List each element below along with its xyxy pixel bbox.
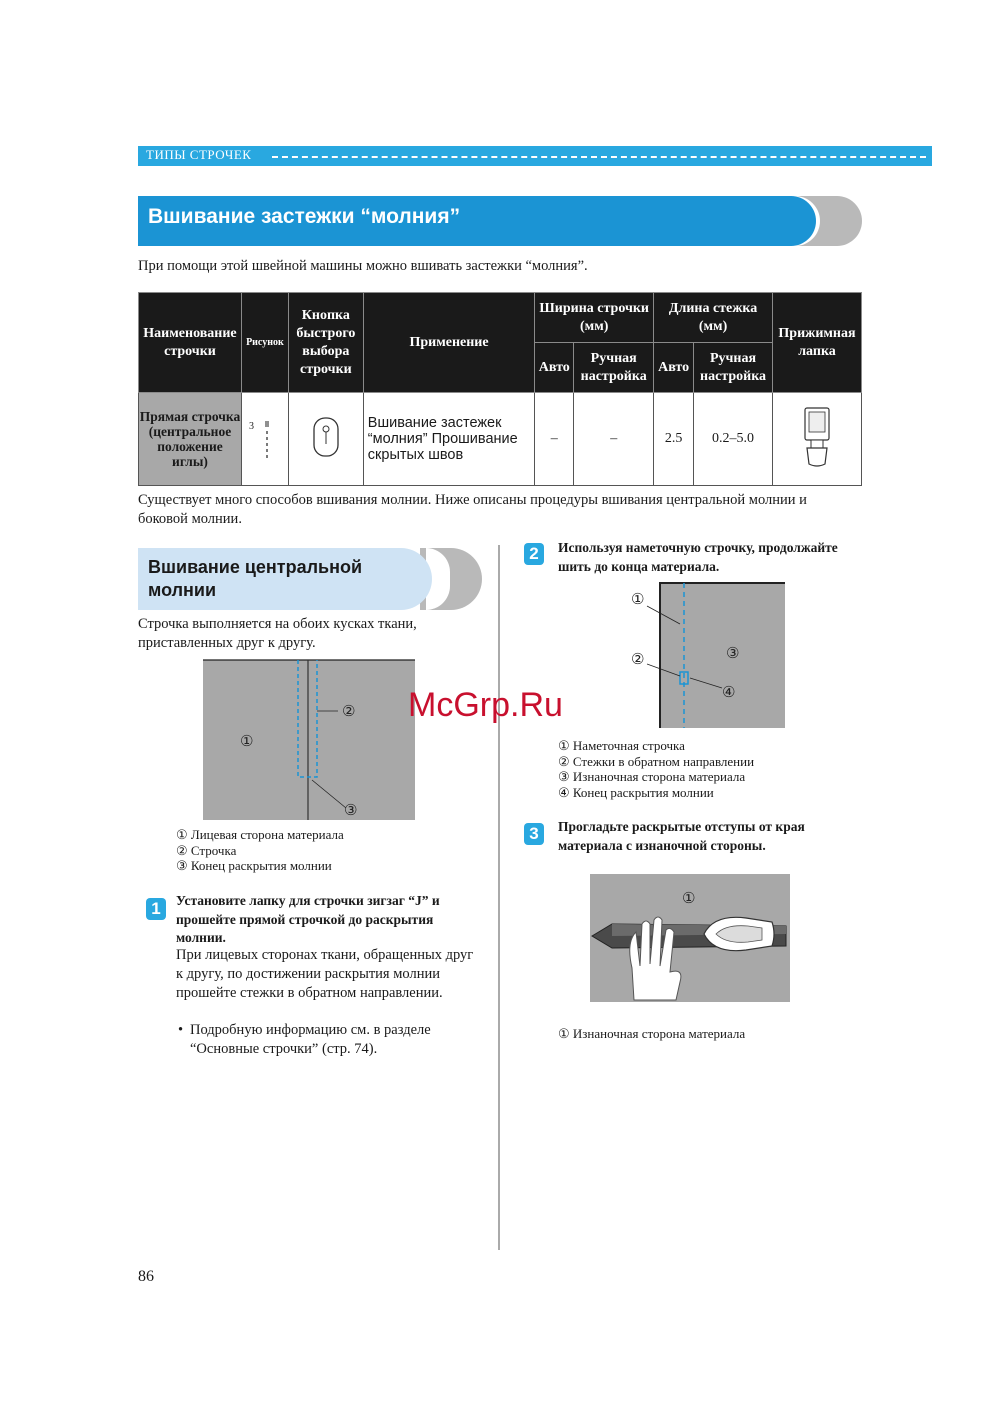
fig2-callout-3: ③	[726, 644, 740, 662]
fig2-callout-2: ②	[631, 650, 645, 668]
zipper-methods-text: Существует много способов вшивания молнии. Ниже описаны процедуры вшивания центральной молнии и боковой молнии.	[138, 492, 807, 527]
header-length-manual: Ручная настройка	[694, 343, 773, 393]
header-quick-button: Кнопка быстрого выбора строчки	[288, 293, 363, 393]
watermark: McGrp.Ru	[408, 686, 563, 724]
legend-item: ③ Конец раскрытия молнии	[176, 858, 332, 873]
page-title: Вшивание застежки “молния”	[148, 205, 461, 228]
header-application: Применение	[363, 293, 534, 393]
center-zipper-figure	[200, 658, 420, 823]
width-auto-cell: –	[535, 393, 574, 486]
header-picture: Рисунок	[241, 293, 288, 393]
stitch-name-cell: Прямая строчка (центральное положение иглы)	[139, 393, 242, 486]
subheading-title: Вшивание центральной молнии	[148, 557, 363, 600]
header-stitch-length: Длина стежка (мм)	[654, 293, 773, 343]
table-row	[139, 393, 862, 486]
fabric-wrong-side	[660, 583, 785, 728]
step-1-bullet	[176, 1021, 476, 1059]
fabric-right-side	[203, 660, 415, 820]
bullet-dot: •	[178, 1022, 184, 1038]
quick-select-button-icon	[311, 416, 341, 458]
step-3-title: Прогладьте раскрытые отступы от края материала с изнаночной стороны.	[558, 819, 805, 853]
pressing-figure	[586, 872, 796, 1004]
legend-item: ④ Конец раскрытия молнии	[558, 784, 714, 800]
header-stitch-width: Ширина строчки (мм)	[535, 293, 654, 343]
quick-button-cell	[288, 393, 363, 486]
page-number: 86	[138, 1268, 154, 1285]
width-manual-cell: –	[574, 393, 654, 486]
header-presser-foot: Прижимная лапка	[773, 293, 862, 393]
header-width-manual: Ручная настройка	[574, 343, 654, 393]
header-length-auto: Авто	[654, 343, 694, 393]
step-3-badge: 3	[524, 823, 544, 845]
step-1-bullet-text: Подробную информацию см. в разделе “Основные строчки” (стр. 74).	[190, 1022, 431, 1057]
stitch-spec-table	[138, 292, 862, 486]
header-stitch-name: Наименование строчки	[139, 293, 242, 393]
legend-item: ① Лицевая сторона материала	[176, 827, 344, 842]
header-width-auto: Авто	[535, 343, 574, 393]
fig3-legend	[558, 1026, 745, 1042]
step-1-badge: 1	[146, 898, 166, 920]
fig3-callout-1: ①	[682, 889, 696, 907]
application-cell: Вшивание застежек “молния” Прошивание скрытых швов	[363, 393, 534, 486]
length-auto-cell: 2.5	[654, 393, 694, 486]
step-2-badge: 2	[524, 543, 544, 565]
fig2-callout-4: ④	[722, 683, 736, 701]
fig2-callout-1: ①	[631, 590, 645, 608]
column-divider	[498, 545, 500, 1250]
length-manual-cell: 0.2–5.0	[694, 393, 773, 486]
step-1-title: Установите лапку для строчки зигзаг “J” и прошейте прямой строчкой до раскрытия молнии.	[176, 893, 440, 945]
fig1-legend	[176, 827, 344, 874]
intro-text: При помощи этой швейной машины можно вшивать застежки “молния”.	[138, 258, 588, 274]
legend-item: ② Стежки в обратном направлении	[558, 753, 755, 769]
basting-stitch-figure	[628, 580, 788, 732]
legend-item: ② Строчка	[176, 842, 237, 858]
legend-item: ① Изнаночная сторона материала	[558, 1026, 746, 1041]
section-header-dashes	[272, 156, 926, 158]
step-2-title: Используя наметочную строчку, продолжайте шить до конца материала.	[558, 540, 838, 574]
fig1-callout-1: ①	[240, 732, 254, 750]
legend-item: ① Наметочная строчка	[558, 738, 685, 753]
fig1-callout-3: ③	[344, 801, 358, 819]
step-1-body: При лицевых сторонах ткани, обращенных друг к другу, по достижении раскрытия молнии прошейте стежки в обратном направлении.	[176, 947, 474, 1001]
section-header-label: ТИПЫ СТРОЧЕК	[146, 147, 252, 162]
zigzag-foot-j-icon	[797, 404, 837, 470]
fig1-callout-2: ②	[342, 702, 356, 720]
pattern-number: 3	[248, 420, 254, 432]
subheading-intro: Строчка выполняется на обоих кусках ткани, приставленных друг к другу.	[138, 616, 417, 651]
fig2-legend	[558, 738, 754, 800]
legend-item: ③ Изнаночная сторона материала	[558, 769, 746, 784]
presser-foot-cell	[773, 393, 862, 486]
stitch-picture-cell	[241, 393, 288, 486]
straight-stitch-pattern-icon	[245, 407, 285, 467]
